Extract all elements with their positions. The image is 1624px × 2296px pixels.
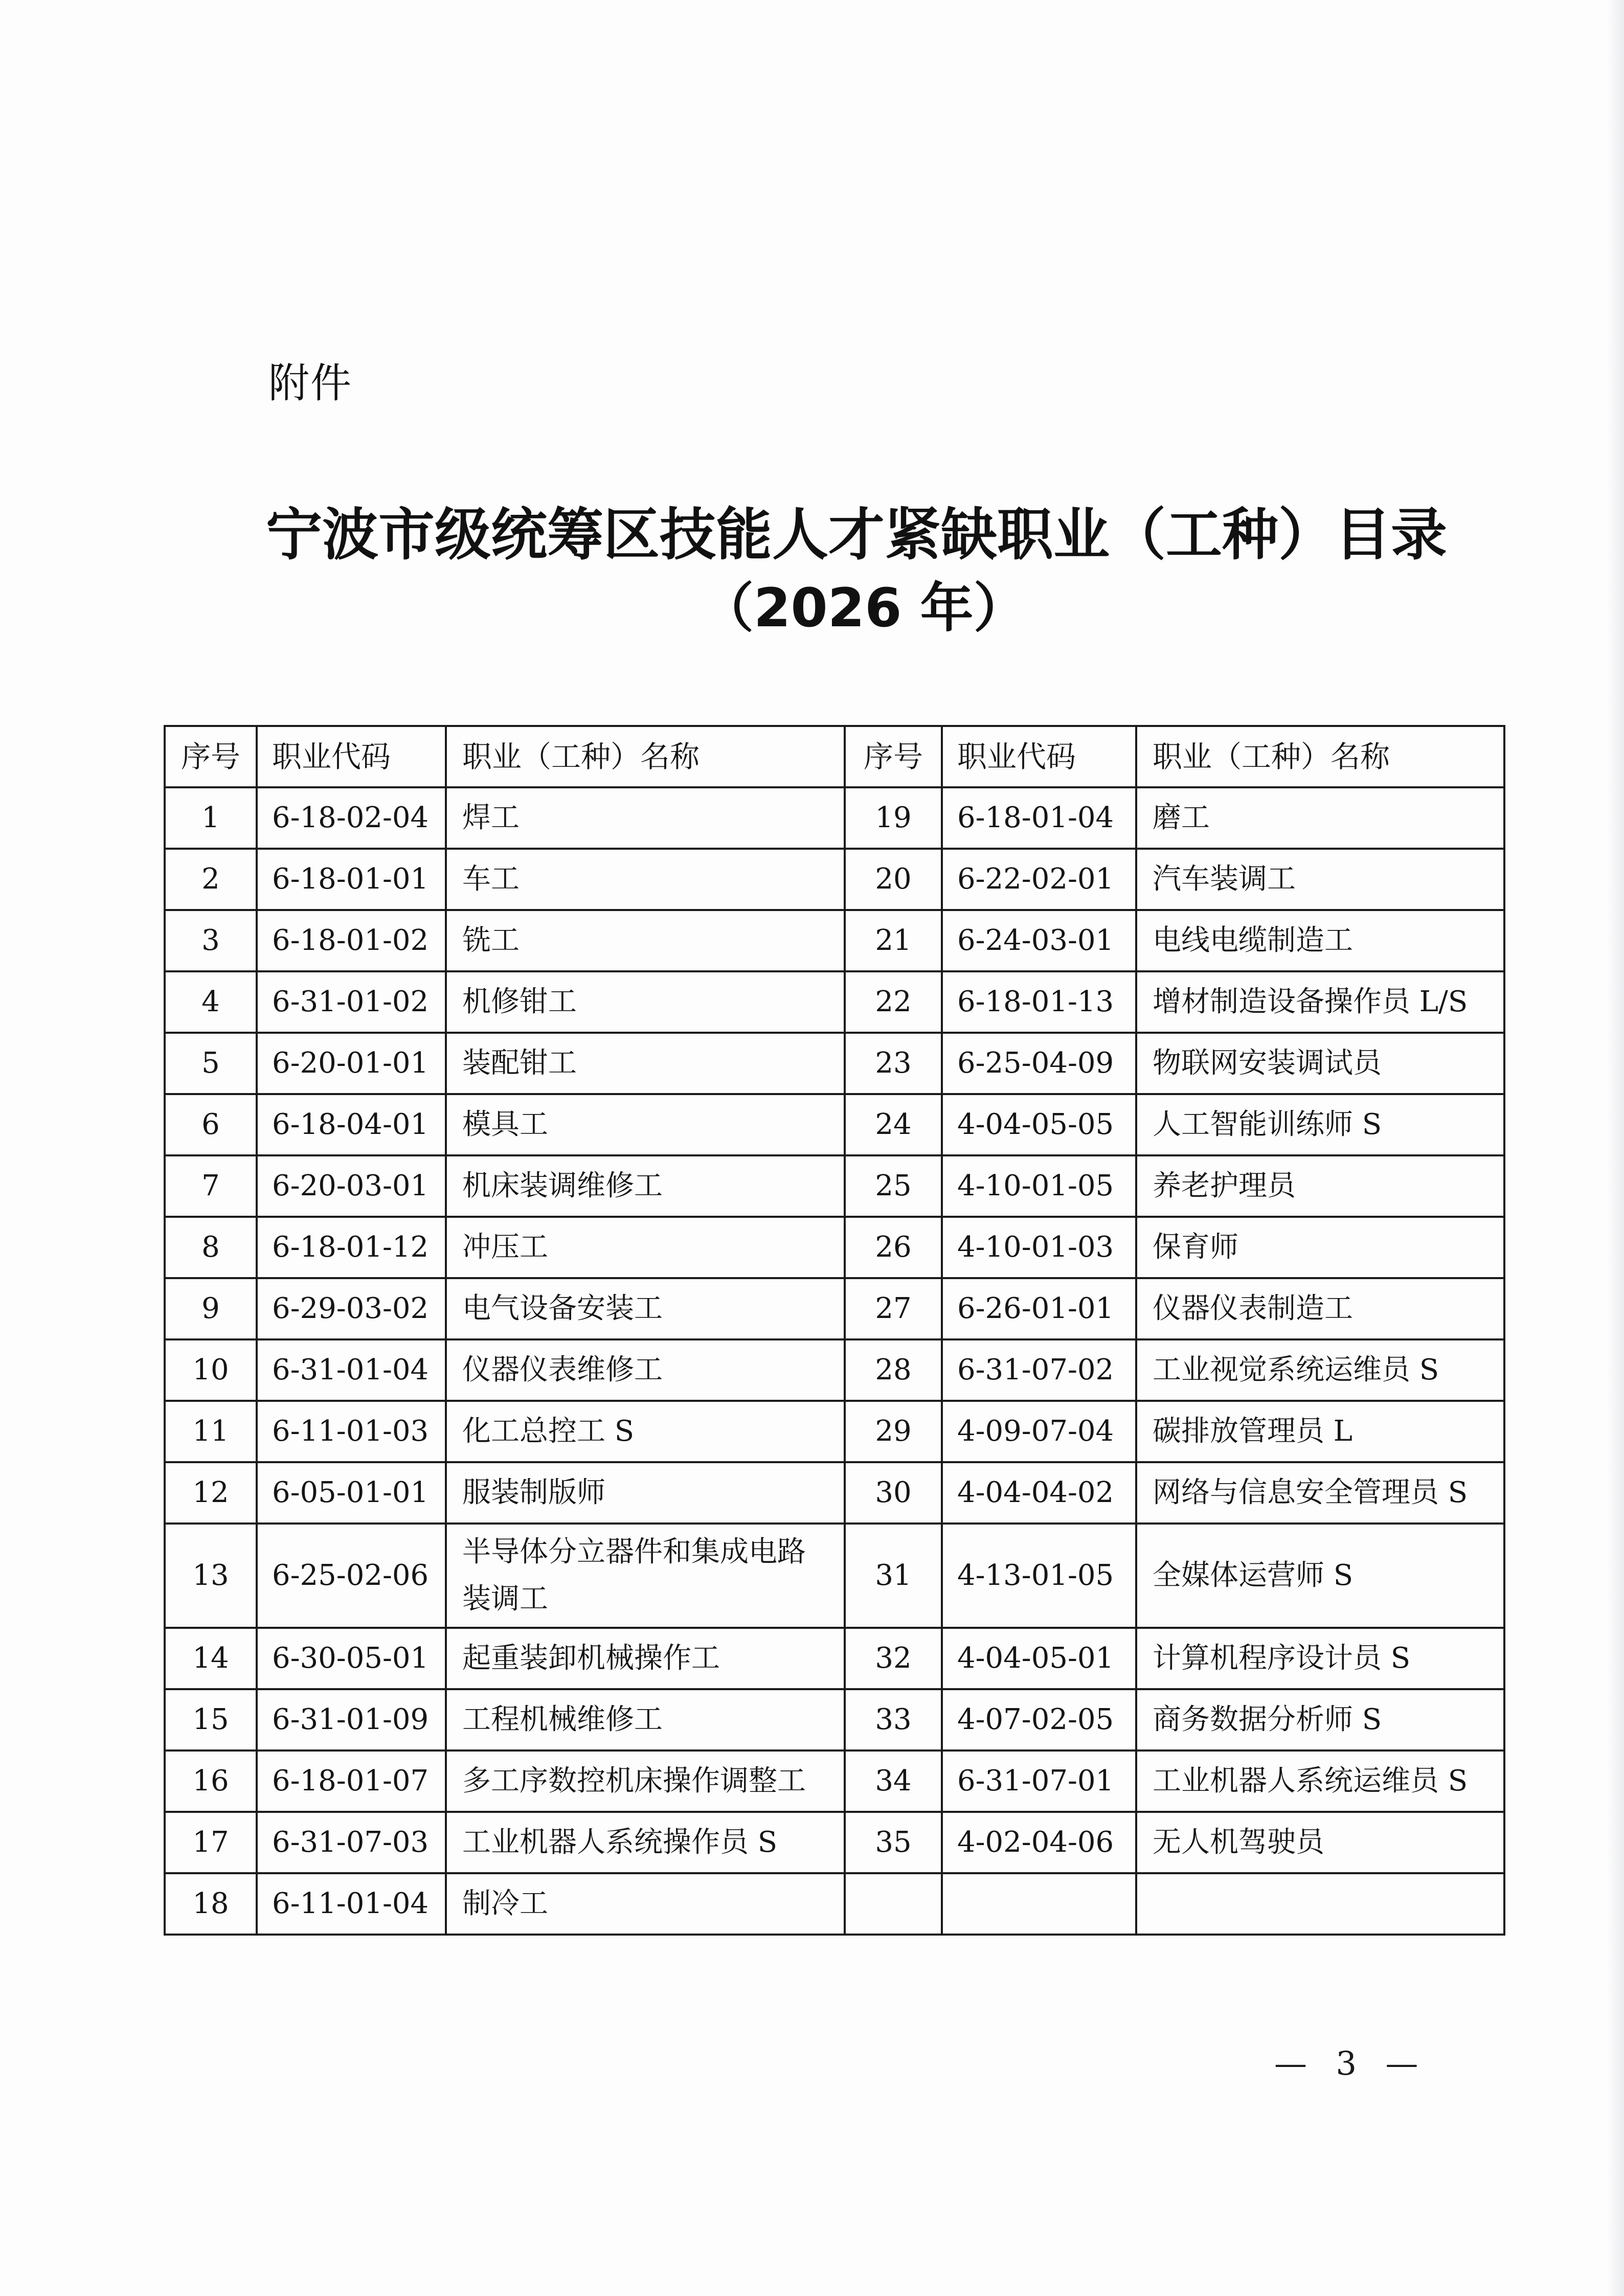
header-serial-right: 序号 [845,726,942,787]
row-serial: 16 [165,1751,257,1812]
row-serial-right: 19 [845,787,942,849]
row-name-right: 工业机器人系统运维员 S [1136,1751,1504,1812]
row-code-right: 6-26-01-01 [942,1278,1136,1339]
document-title: 宁波市级统筹区技能人才紧缺职业（工种）目录 [266,502,1447,567]
row-name: 工业机器人系统操作员 S [446,1812,845,1873]
row-name: 制冷工 [446,1873,845,1935]
row-serial: 12 [165,1462,257,1524]
document-subtitle-year: （2026 年） [701,577,1027,639]
row-serial: 2 [165,849,257,910]
row-code-right [942,1873,1136,1935]
row-code-right: 6-24-03-01 [942,910,1136,971]
row-name: 服装制版师 [446,1462,845,1524]
row-code-right: 6-31-07-01 [942,1751,1136,1812]
row-code: 6-29-03-02 [257,1278,446,1339]
row-name: 半导体分立器件和集成电路装调工 [446,1524,845,1628]
row-serial-right [845,1873,942,1935]
row-serial-right: 34 [845,1751,942,1812]
row-serial-right: 26 [845,1217,942,1278]
row-code-right: 6-18-01-04 [942,787,1136,849]
table-row [165,1812,1504,1873]
row-code: 6-18-01-07 [257,1751,446,1812]
table-row [165,1689,1504,1751]
occupation-catalog-table [164,725,1505,1936]
row-code: 6-30-05-01 [257,1628,446,1689]
row-serial: 13 [165,1524,257,1628]
row-name-right: 网络与信息安全管理员 S [1136,1462,1504,1524]
row-code-right: 4-10-01-03 [942,1217,1136,1278]
attachment-label: 附件 [268,359,352,407]
row-name: 起重装卸机械操作工 [446,1628,845,1689]
row-serial: 6 [165,1094,257,1155]
row-name-right: 全媒体运营师 S [1136,1524,1504,1628]
row-name: 机床装调维修工 [446,1155,845,1217]
row-code: 6-31-07-03 [257,1812,446,1873]
row-code-right: 4-02-04-06 [942,1812,1136,1873]
row-name-right: 物联网安装调试员 [1136,1033,1504,1094]
header-occupation-name-right: 职业（工种）名称 [1136,726,1504,787]
row-code-right: 6-25-04-09 [942,1033,1136,1094]
row-code-right: 4-09-07-04 [942,1401,1136,1462]
row-name-right: 碳排放管理员 L [1136,1401,1504,1462]
row-name-right: 养老护理员 [1136,1155,1504,1217]
row-serial-right: 24 [845,1094,942,1155]
row-serial: 5 [165,1033,257,1094]
row-code: 6-18-01-01 [257,849,446,910]
row-name-right: 人工智能训练师 S [1136,1094,1504,1155]
row-serial: 14 [165,1628,257,1689]
row-serial-right: 28 [845,1339,942,1401]
row-code: 6-20-01-01 [257,1033,446,1094]
header-serial: 序号 [165,726,257,787]
row-name: 装配钳工 [446,1033,845,1094]
row-name-right: 电线电缆制造工 [1136,910,1504,971]
table-row [165,1401,1504,1462]
table-row [165,1094,1504,1155]
row-name-right: 保育师 [1136,1217,1504,1278]
row-name-right: 磨工 [1136,787,1504,849]
row-serial-right: 31 [845,1524,942,1628]
row-serial: 8 [165,1217,257,1278]
table-row [165,1628,1504,1689]
table-row [165,1873,1504,1935]
table-row [165,1155,1504,1217]
row-serial-right: 30 [845,1462,942,1524]
row-name-right: 仪器仪表制造工 [1136,1278,1504,1339]
header-occupation-code: 职业代码 [257,726,446,787]
row-serial-right: 21 [845,910,942,971]
row-name-right: 工业视觉系统运维员 S [1136,1339,1504,1401]
page-number: — 3 — [1274,2045,1428,2083]
row-code: 6-18-04-01 [257,1094,446,1155]
row-serial: 4 [165,971,257,1033]
table-row [165,1524,1504,1628]
table-row [165,1217,1504,1278]
row-code-right: 4-04-05-05 [942,1094,1136,1155]
row-serial-right: 29 [845,1401,942,1462]
table-row [165,1751,1504,1812]
row-name: 仪器仪表维修工 [446,1339,845,1401]
row-serial: 18 [165,1873,257,1935]
row-code: 6-18-02-04 [257,787,446,849]
table-row [165,910,1504,971]
row-name: 焊工 [446,787,845,849]
row-code-right: 4-07-02-05 [942,1689,1136,1751]
table-row [165,971,1504,1033]
row-serial: 3 [165,910,257,971]
row-name: 电气设备安装工 [446,1278,845,1339]
table-header-row [165,726,1504,787]
table-row [165,1462,1504,1524]
row-name: 多工序数控机床操作调整工 [446,1751,845,1812]
row-code-right: 4-04-05-01 [942,1628,1136,1689]
row-serial: 11 [165,1401,257,1462]
table-row [165,849,1504,910]
table-row [165,1033,1504,1094]
row-code: 6-18-01-02 [257,910,446,971]
row-code-right: 6-22-02-01 [942,849,1136,910]
row-name-right [1136,1873,1504,1935]
row-name: 机修钳工 [446,971,845,1033]
row-code: 6-05-01-01 [257,1462,446,1524]
row-serial-right: 33 [845,1689,942,1751]
row-serial: 1 [165,787,257,849]
row-code: 6-11-01-04 [257,1873,446,1935]
row-code-right: 4-04-04-02 [942,1462,1136,1524]
header-occupation-name: 职业（工种）名称 [446,726,845,787]
table-row [165,1339,1504,1401]
row-name: 化工总控工 S [446,1401,845,1462]
row-code: 6-18-01-12 [257,1217,446,1278]
row-serial: 9 [165,1278,257,1339]
row-name: 工程机械维修工 [446,1689,845,1751]
row-serial: 17 [165,1812,257,1873]
row-code: 6-31-01-02 [257,971,446,1033]
row-serial: 10 [165,1339,257,1401]
header-occupation-code-right: 职业代码 [942,726,1136,787]
row-serial: 15 [165,1689,257,1751]
table-row [165,1278,1504,1339]
row-serial-right: 22 [845,971,942,1033]
row-code-right: 6-31-07-02 [942,1339,1136,1401]
row-code-right: 6-18-01-13 [942,971,1136,1033]
row-name: 冲压工 [446,1217,845,1278]
row-serial-right: 35 [845,1812,942,1873]
row-name-right: 汽车装调工 [1136,849,1504,910]
row-serial-right: 32 [845,1628,942,1689]
row-code: 6-20-03-01 [257,1155,446,1217]
row-code: 6-25-02-06 [257,1524,446,1628]
row-name: 模具工 [446,1094,845,1155]
row-serial-right: 27 [845,1278,942,1339]
row-serial-right: 25 [845,1155,942,1217]
row-serial-right: 20 [845,849,942,910]
row-name: 铣工 [446,910,845,971]
row-name-right: 无人机驾驶员 [1136,1812,1504,1873]
row-code: 6-11-01-03 [257,1401,446,1462]
row-name-right: 商务数据分析师 S [1136,1689,1504,1751]
row-code-right: 4-10-01-05 [942,1155,1136,1217]
table-row [165,787,1504,849]
row-name: 车工 [446,849,845,910]
row-name-right: 增材制造设备操作员 L/S [1136,971,1504,1033]
row-name-right: 计算机程序设计员 S [1136,1628,1504,1689]
row-code: 6-31-01-09 [257,1689,446,1751]
row-serial: 7 [165,1155,257,1217]
row-code-right: 4-13-01-05 [942,1524,1136,1628]
scan-edge-shadow [1607,0,1624,2296]
row-serial-right: 23 [845,1033,942,1094]
row-code: 6-31-01-04 [257,1339,446,1401]
